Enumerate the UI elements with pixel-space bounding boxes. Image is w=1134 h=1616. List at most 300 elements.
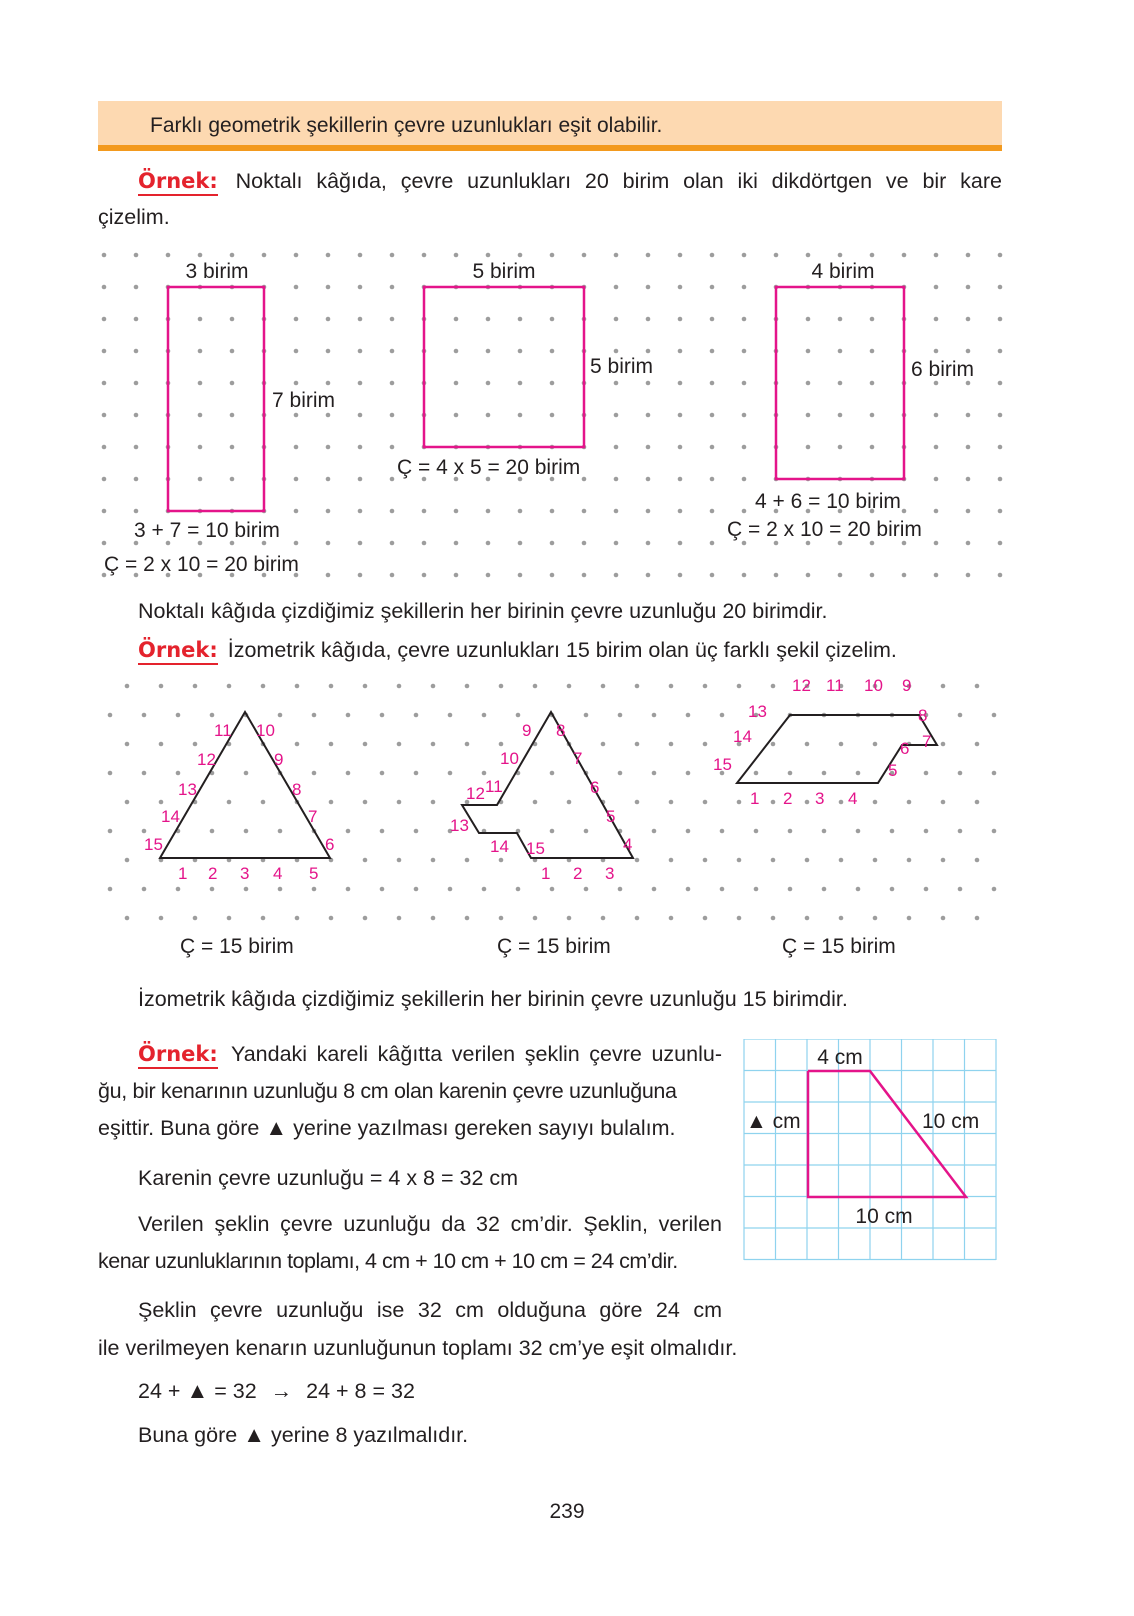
ornek-label: Örnek: [138, 1042, 218, 1069]
iso-dot [414, 713, 419, 718]
square-side-label: 5 birim [590, 355, 654, 378]
grid-dot [294, 253, 299, 258]
iso-dot [159, 684, 164, 689]
grid-dot [358, 285, 363, 290]
iso-dot [924, 771, 929, 776]
iso-dot [856, 829, 861, 834]
iso-dot [822, 887, 827, 892]
iso-dot [210, 713, 215, 718]
grid-dot [198, 349, 203, 354]
triangle-symbol: ▲ [265, 1115, 288, 1140]
grid-dot [198, 253, 203, 258]
grid-dot [742, 445, 747, 450]
grid-dot [838, 349, 843, 354]
iso-dot [329, 800, 334, 805]
iso-dot [873, 800, 878, 805]
side-number: 11 [826, 676, 844, 695]
grid-dot [518, 349, 523, 354]
side-number: 7 [922, 732, 932, 751]
grid-dot [710, 253, 715, 258]
side-number: 7 [308, 807, 318, 826]
grid-dot [422, 253, 427, 258]
iso-dot [975, 742, 980, 747]
iso-dot [924, 887, 929, 892]
example1-intro-line2: çizelim. [98, 205, 170, 229]
iso-dot [210, 829, 215, 834]
iso-dot [584, 829, 589, 834]
side-number: 2 [208, 864, 218, 883]
example3-line3-end: yerine yazılması gereken sayıyı bulalım. [293, 1116, 676, 1140]
grid-dot [646, 477, 651, 482]
grid-dot [294, 381, 299, 386]
iso-dot [669, 858, 674, 863]
grid-dot [230, 381, 235, 386]
grid-dot [806, 381, 811, 386]
iso-dot [499, 742, 504, 747]
iso-dot [958, 887, 963, 892]
iso-dot [584, 887, 589, 892]
grid-dot [934, 285, 939, 290]
grid-dot [614, 253, 619, 258]
iso-dot [431, 800, 436, 805]
grid-dot [934, 573, 939, 578]
banner-text: Farklı geometrik şekillerin çevre uzunlukları eşit olabilir. [150, 114, 663, 137]
grid-dot [678, 381, 683, 386]
grid-dot [966, 445, 971, 450]
grid-dot [678, 253, 683, 258]
iso-dot [652, 771, 657, 776]
grid-dot [678, 541, 683, 546]
grid-dot [326, 317, 331, 322]
grid-dot [998, 413, 1003, 418]
final-start: Buna göre [138, 1423, 238, 1447]
iso-dot [142, 829, 147, 834]
iso-dot [346, 887, 351, 892]
grid-dot [358, 477, 363, 482]
grid-dot [614, 573, 619, 578]
iso-dot [159, 916, 164, 921]
iso-dot [125, 800, 130, 805]
grid-dot [262, 253, 267, 258]
grid-dot [454, 381, 459, 386]
iso-dot [686, 771, 691, 776]
iso-dot [108, 771, 113, 776]
grid-dot [134, 509, 139, 514]
side-number: 6 [325, 835, 335, 854]
iso-dot [363, 858, 368, 863]
iso-dot [295, 916, 300, 921]
grid-dot [390, 509, 395, 514]
iso-dot [448, 887, 453, 892]
grid-dot [230, 253, 235, 258]
side-number: 11 [485, 777, 503, 796]
grid-dot [390, 317, 395, 322]
iso-dot [431, 684, 436, 689]
grid-dot [646, 253, 651, 258]
grid-dot [326, 477, 331, 482]
iso-dot [482, 771, 487, 776]
iso-dot [465, 684, 470, 689]
grid-dot [614, 477, 619, 482]
iso-dot [499, 858, 504, 863]
iso-dot [346, 713, 351, 718]
iso-dot [958, 829, 963, 834]
iso-dot [363, 684, 368, 689]
grid-dot [454, 349, 459, 354]
iso-dot [125, 858, 130, 863]
iso-dot [771, 684, 776, 689]
grid-dot [710, 509, 715, 514]
grid-dot [742, 253, 747, 258]
grid-dot [390, 573, 395, 578]
side-number: 15 [526, 839, 545, 858]
iso-dot [414, 771, 419, 776]
grid-dot [806, 349, 811, 354]
square-perimeter-text: Karenin çevre uzunluğu = 4 x 8 = 32 cm [138, 1166, 519, 1190]
side-number: 8 [918, 706, 928, 725]
rect1-side-label: 7 birim [272, 389, 336, 412]
grid-dot [966, 509, 971, 514]
iso-dot [958, 713, 963, 718]
grid-dot [742, 509, 747, 514]
grid-dot [838, 381, 843, 386]
iso-dot [431, 916, 436, 921]
iso-dot [261, 684, 266, 689]
arrow-icon: → [270, 1379, 293, 1403]
grid-dot [486, 509, 491, 514]
grid-dot [742, 317, 747, 322]
iso-dot [703, 742, 708, 747]
grid-dot [614, 445, 619, 450]
iso-dot [873, 742, 878, 747]
iso-dot [992, 713, 997, 718]
rect1-sum: 3 + 7 = 10 birim [134, 519, 280, 542]
iso-dot [159, 800, 164, 805]
iso-dot [618, 771, 623, 776]
iso-dot [346, 829, 351, 834]
grid-dot [710, 541, 715, 546]
rect2-sum: 4 + 6 = 10 birim [755, 490, 901, 513]
grid-dot [390, 541, 395, 546]
iso-dot [108, 713, 113, 718]
side-number: 13 [748, 702, 767, 721]
iso-dot [227, 684, 232, 689]
square-5x5 [424, 287, 584, 447]
grid-dot [358, 541, 363, 546]
iso-dot [601, 916, 606, 921]
iso-dot [839, 916, 844, 921]
grid-dot [998, 285, 1003, 290]
grid-dot [294, 285, 299, 290]
iso-dot [805, 858, 810, 863]
final-end: yerine 8 yazılmalıdır. [270, 1423, 469, 1447]
iso-dot [941, 684, 946, 689]
grid-dot [134, 445, 139, 450]
grid-dot [134, 381, 139, 386]
grid-dot [358, 573, 363, 578]
example1-intro-text: Noktalı kâğıda, çevre uzunlukları 20 birim olan iki dikdörtgen ve bir kare [235, 169, 1002, 193]
square-top-label: 5 birim [472, 260, 536, 283]
grid-dot [838, 573, 843, 578]
grid-dot [774, 253, 779, 258]
grid-dot [390, 285, 395, 290]
side-number: 15 [713, 755, 732, 774]
grid-dot [550, 349, 555, 354]
grid-dot [198, 317, 203, 322]
side-number: 10 [500, 749, 519, 768]
iso-dot [244, 887, 249, 892]
grid-left-label [746, 1110, 801, 1133]
grid-dot [326, 253, 331, 258]
iso-dot [312, 887, 317, 892]
grid-dot [614, 349, 619, 354]
iso-dot [431, 858, 436, 863]
side-number: 3 [605, 864, 615, 883]
side-number: 3 [240, 864, 250, 883]
side-number: 2 [573, 864, 583, 883]
grid-dot [134, 253, 139, 258]
side-number: 11 [214, 721, 232, 740]
iso-dot [142, 887, 147, 892]
grid-dot [102, 413, 107, 418]
grid-dot [614, 285, 619, 290]
example2-intro-text: İzometrik kâğıda, çevre uzunlukları 15 birim olan üç farklı şekil çizelim. [227, 638, 897, 662]
example3-line1-text: Yandaki kareli kâğıtta verilen şeklin çevre uzunlu- [230, 1042, 722, 1066]
grid-dot [710, 573, 715, 578]
grid-dot [710, 317, 715, 322]
grid-dot [966, 317, 971, 322]
iso-dot [176, 771, 181, 776]
iso-dot [278, 887, 283, 892]
grid-dot [806, 445, 811, 450]
grid-dot [390, 445, 395, 450]
grid-dot [902, 541, 907, 546]
side-number: 6 [590, 778, 600, 797]
grid-dot [646, 413, 651, 418]
grid-dot [870, 349, 875, 354]
grid-dot [934, 445, 939, 450]
side-number: 14 [490, 837, 509, 856]
grid-dot [422, 509, 427, 514]
iso-dot [907, 858, 912, 863]
grid-dot [710, 413, 715, 418]
iso-dot [788, 771, 793, 776]
grid-dot [678, 509, 683, 514]
grid-dot [774, 573, 779, 578]
grid-dot [678, 477, 683, 482]
iso-dot [584, 713, 589, 718]
triangle-symbol: ▲ [186, 1378, 209, 1403]
grid-dot [646, 285, 651, 290]
triangle-symbol: ▲ [243, 1422, 265, 1447]
rectangle-3x7 [168, 287, 264, 511]
grid-dot [326, 573, 331, 578]
iso-dot [737, 916, 742, 921]
ornek-label: Örnek: [138, 169, 218, 196]
grid-dot [742, 349, 747, 354]
iso-dot [176, 713, 181, 718]
side-number: 8 [292, 780, 302, 799]
grid-dot [870, 445, 875, 450]
grid-dot [486, 253, 491, 258]
grid-dot [934, 477, 939, 482]
iso-dot [550, 887, 555, 892]
grid-dot [966, 541, 971, 546]
iso-dot [703, 800, 708, 805]
iso-dot [159, 742, 164, 747]
missing-line2: ile verilmeyen kenarın uzunluğunun toplamı 32 cm’ye eşit olmalıdır. [98, 1336, 738, 1360]
example2-intro [138, 632, 897, 668]
iso-dot [295, 742, 300, 747]
iso-dot [890, 829, 895, 834]
grid-dot [358, 381, 363, 386]
grid-dot [134, 413, 139, 418]
iso-dot [686, 887, 691, 892]
iso-dot [669, 684, 674, 689]
iso-dot [448, 771, 453, 776]
grid-dot [742, 541, 747, 546]
grid-dot [358, 317, 363, 322]
iso-dot [261, 800, 266, 805]
iso-dot [805, 916, 810, 921]
iso-dot [499, 916, 504, 921]
grid-dot [198, 477, 203, 482]
grid-dot [998, 381, 1003, 386]
given-line1: Verilen şeklin çevre uzunluğu da 32 cm’dir. Şeklin, verilen [138, 1212, 722, 1236]
iso-dot [635, 858, 640, 863]
grid-dot [358, 253, 363, 258]
iso-dot [873, 858, 878, 863]
side-number: 3 [815, 789, 825, 808]
iso-dot [210, 887, 215, 892]
grid-dot [102, 349, 107, 354]
grid-dot [998, 445, 1003, 450]
iso-dot [737, 858, 742, 863]
iso-dot [431, 742, 436, 747]
iso-dot [703, 684, 708, 689]
triangle-perimeter: Ç = 15 birim [180, 935, 294, 958]
iso-dot [737, 800, 742, 805]
grid-dot [646, 317, 651, 322]
dot-paper-diagram [0, 0, 1134, 600]
grid-dot [518, 541, 523, 546]
grid-dot [902, 573, 907, 578]
iso-dot [516, 887, 521, 892]
grid-dot [646, 445, 651, 450]
iso-dot [754, 829, 759, 834]
grid-dot [102, 253, 107, 258]
iso-dot [499, 684, 504, 689]
iso-dot [805, 742, 810, 747]
iso-dot [516, 713, 521, 718]
iso-dot [380, 829, 385, 834]
equation-left: 24 + [138, 1379, 181, 1403]
grid-dot [518, 253, 523, 258]
side-number: 13 [178, 780, 197, 799]
iso-dot [601, 684, 606, 689]
iso-dot [295, 684, 300, 689]
grid-dot [838, 317, 843, 322]
grid-dot [454, 509, 459, 514]
iso-dot [533, 800, 538, 805]
grid-dot [390, 381, 395, 386]
grid-dot [934, 317, 939, 322]
grid-dot [326, 509, 331, 514]
iso-dot [839, 800, 844, 805]
rect2-side-label: 6 birim [911, 358, 975, 381]
iso-dot [533, 684, 538, 689]
iso-dot [465, 742, 470, 747]
iso-dot [992, 829, 997, 834]
iso-dot [176, 887, 181, 892]
iso-dot [788, 829, 793, 834]
grid-dot [966, 573, 971, 578]
grid-dot [934, 509, 939, 514]
iso-dot [822, 771, 827, 776]
grid-dot [102, 445, 107, 450]
grid-dot [582, 541, 587, 546]
side-number: 1 [541, 864, 551, 883]
grid-dot [294, 413, 299, 418]
iso-dot [635, 800, 640, 805]
iso-dot [975, 916, 980, 921]
iso-dot [635, 684, 640, 689]
rect1-top-label: 3 birim [185, 260, 249, 283]
grid-dot [678, 349, 683, 354]
iso-dot [244, 829, 249, 834]
grid-dot [518, 413, 523, 418]
grid-dot [486, 541, 491, 546]
grid-dot [934, 349, 939, 354]
iso-dot [567, 800, 572, 805]
iso-dot [941, 800, 946, 805]
iso-dot [193, 684, 198, 689]
grid-bottom-label: 10 cm [855, 1205, 913, 1228]
iso-dot [346, 771, 351, 776]
iso-dot [873, 916, 878, 921]
side-number: 12 [197, 750, 216, 769]
grid-dot [870, 573, 875, 578]
grid-dot [838, 445, 843, 450]
grid-dot [486, 573, 491, 578]
iso-dot [788, 887, 793, 892]
iso-dot [669, 916, 674, 921]
notched-triangle-perimeter: Ç = 15 birim [497, 935, 611, 958]
grid-dot [102, 285, 107, 290]
iso-dot [635, 916, 640, 921]
example2-conclusion: İzometrik kâğıda çizdiğimiz şekillerin her birinin çevre uzunluğu 15 birimdir. [138, 987, 848, 1011]
side-number: 8 [556, 721, 566, 740]
grid-dot [326, 541, 331, 546]
grid-dot [294, 445, 299, 450]
iso-dot [958, 771, 963, 776]
iso-dot [686, 713, 691, 718]
grid-dot [518, 509, 523, 514]
grid-dot [998, 317, 1003, 322]
iso-dot [244, 771, 249, 776]
iso-dot [737, 684, 742, 689]
grid-dot [806, 253, 811, 258]
side-numbers [144, 676, 931, 883]
grid-dot [966, 285, 971, 290]
grid-dot [646, 509, 651, 514]
grid-dot [582, 509, 587, 514]
grid-dot [550, 253, 555, 258]
missing-line1: Şeklin çevre uzunluğu ise 32 cm olduğuna göre 24 cm [138, 1298, 722, 1322]
iso-dot [720, 713, 725, 718]
iso-dot [720, 887, 725, 892]
side-number: 9 [522, 721, 532, 740]
